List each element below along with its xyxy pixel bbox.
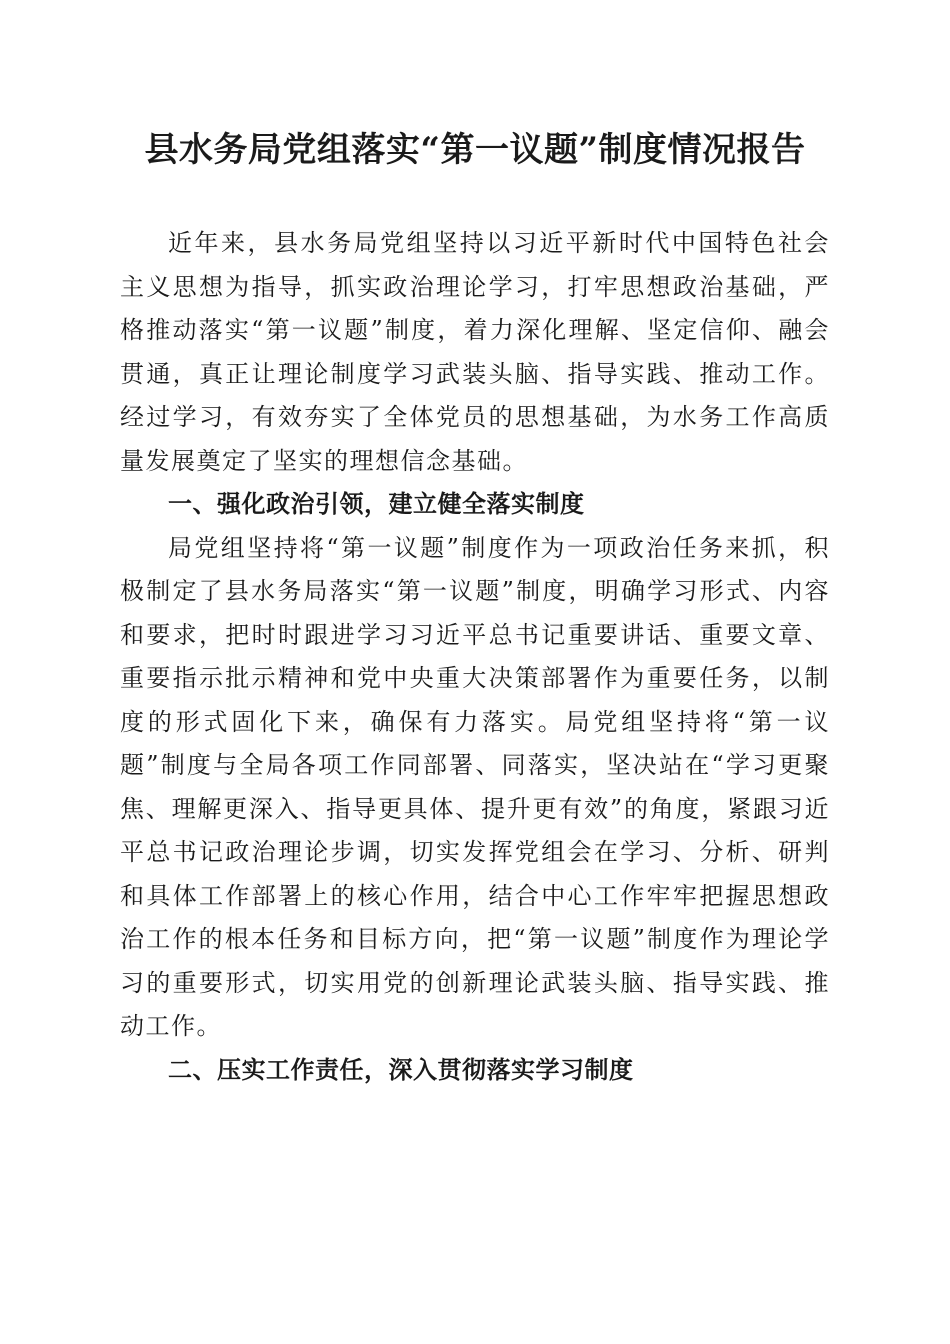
section-1-paragraph: 局党组坚持将“第一议题”制度作为一项政治任务来抓，积极制定了县水务局落实“第一议题”制度，明确学习形式、内容和要求，把时时跟进学习习近平总书记重要讲话、重要文章、重要指示批示精神和党中央重大决策部署作为重要任务，以制度的形式固化下来，确保有力落实。局党组坚持将“第一议题”制度与全局各项工作同部署、同落实，坚决站在“学习更聚焦、理解更深入、指导更具体、提升更有效”的角度，紧跟习近平总书记政治理论步调，切实发挥党组会在学习、分析、研判和具体工作部署上的核心作用，结合中心工作牢牢把握思想政治工作的根本任务和目标方向，把“第一议题”制度作为理论学习的重要形式，切实用党的创新理论武装头脑、指导实践、推动工作。 — [120, 533, 830, 1041]
document-title: 县水务局党组落实“第一议题”制度情况报告 — [144, 130, 806, 170]
section-2-heading: 二、压实工作责任，深入贯彻落实学习制度 — [168, 1055, 634, 1084]
document-body — [120, 222, 830, 1092]
section-1-heading: 一、强化政治引领，建立健全落实制度 — [168, 490, 585, 519]
intro-paragraph: 近年来，县水务局党组坚持以习近平新时代中国特色社会主义思想为指导，抓实政治理论学习，打牢思想政治基础，严格推动落实“第一议题”制度，着力深化理解、坚定信仰、融会贯通，真正让理论制度学习武装头脑、指导实践、推动工作。经过学习，有效夯实了全体党员的思想基础，为水务工作高质量发展奠定了坚实的理想信念基础。 — [120, 229, 830, 475]
